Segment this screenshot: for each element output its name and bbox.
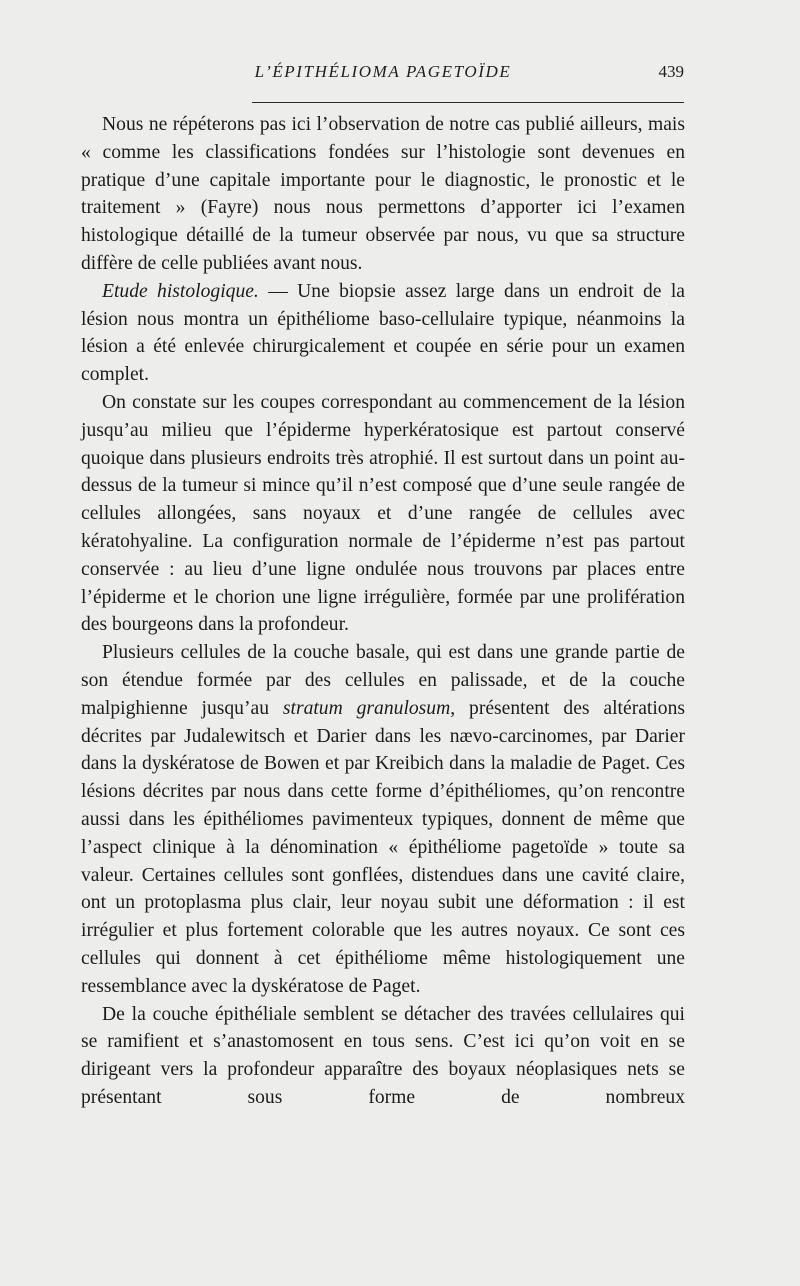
paragraph-4-text-after: , présentent des altérations décrites par Judalewitsch et Darier dans les nævo-carcinomes, par Darier dans la dyskératose de Bowen et par Kreibich dans la maladie de Paget. Ces lésions décrites par nous dans cette forme d’épithéliomes, qu’on rencontre aussi dans les épithéliomes pavimenteux typiques, donnent de même que l’aspect clinique à la dénomination « épithéliome pagetoïde » toute sa valeur. Certaines cellules sont gonflées, distendues dans une cavité claire, ont un protoplasma plus clair, leur noyau subit une déformation : il est irrégulier et plus fortement colorable que les autres noyaux. Ce sont ces cellules qui donnent à cet épithéliome même histologiquement une ressemblance avec la dyskératose de Paget. bbox=[81, 697, 686, 997]
section-heading-etude-histologique: Etude histologique. bbox=[102, 280, 259, 302]
paragraph-5-text: De la couche épithéliale semblent se détacher des travées cellulaires qui se ramifient et s’anastomosent en tous sens. C’est ici qu’on voit en se dirigeant vers la profondeur apparaître des boyaux néoplasiques nets se présentant sous forme de nombreux bbox=[81, 1003, 685, 1108]
paragraph-1 bbox=[81, 111, 685, 278]
paragraph-4 bbox=[81, 639, 685, 1000]
paragraph-1-text: Nous ne répéterons pas ici l’observation de notre cas publié ailleurs, mais « comme les classifications fondées sur l’histologie sont devenues en pratique d’une capitale importante pour le diagnostic, le pronostic et le traitement » (Fayre) nous nous permettons d’apporter ici l’examen histologique détaillé de la tumeur observée par nous, vu que sa structure diffère de celle publiées avant nous. bbox=[81, 114, 685, 274]
page-header bbox=[82, 62, 684, 92]
body-text bbox=[81, 111, 685, 1112]
paragraph-2 bbox=[81, 278, 685, 389]
running-title: L’ÉPITHÉLIOMA PAGETOÏDE bbox=[254, 62, 512, 81]
italic-term-stratum-granulosum: stratum granulosum bbox=[282, 697, 451, 719]
paragraph-3 bbox=[81, 389, 685, 639]
header-rule bbox=[252, 102, 684, 103]
page-number: 439 bbox=[658, 62, 684, 81]
paragraph-4-text-before: Plusieurs cellules de la couche basale, qui est dans une grande partie de son étendue formée par des cellules en palissade, et de la couche malpighienne jusqu’au bbox=[81, 642, 685, 719]
paragraph-5 bbox=[81, 1001, 685, 1112]
paragraph-3-text: On constate sur les coupes correspondant au commencement de la lésion jusqu’au milieu que l’épiderme hyperkératosique est partout conservé quoique dans plusieurs endroits très atrophié. Il est surtout dans un point au-dessus de la tumeur si mince qu’il n’est composé que d’une seule rangée de cellules allongées, sans noyaux et d’une rangée de cellules avec kératohyaline. La configuration normale de l’épiderme n’est pas partout conservée : au lieu d’une ligne ondulée nous trouvons par places entre l’épiderme et le chorion une ligne irrégulière, formée par une prolifération des bourgeons dans la profondeur. bbox=[81, 391, 685, 636]
paragraph-2-text: — Une biopsie assez large dans un endroit de la lésion nous montra un épithéliome baso-cellulaire typique, néanmoins la lésion a été enlevée chirurgicalement et coupée en série pour un examen complet. bbox=[81, 280, 685, 386]
